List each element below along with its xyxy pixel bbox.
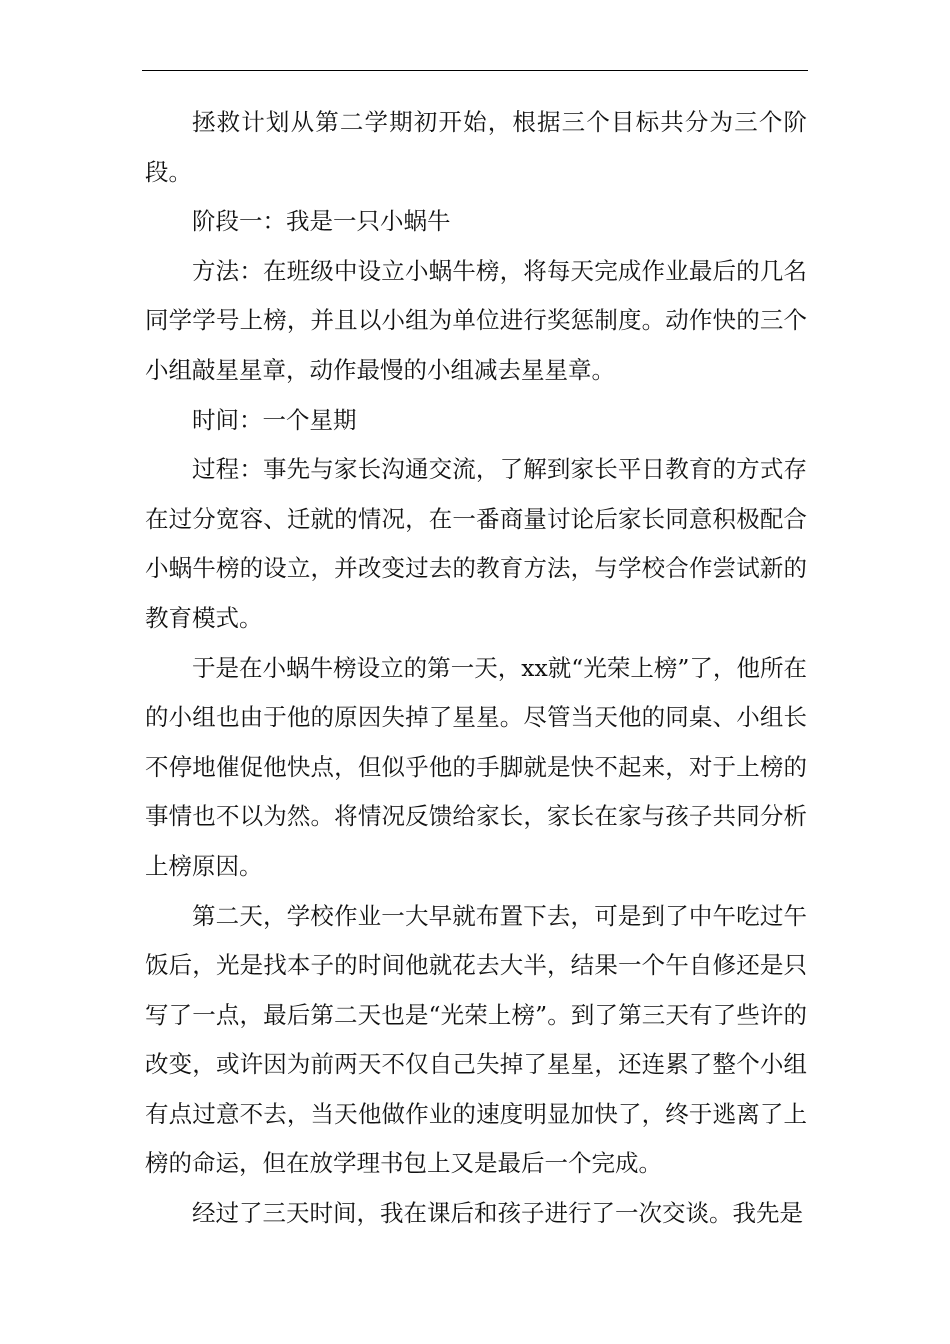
paragraph-duration: 时间：一个星期 [192,405,357,434]
paragraph-method: 方法：在班级中设立小蜗牛榜，将每天完成作业最后的几名同学学号上榜，并且以小组为单位进行奖惩制度。动作快的三个小组敲星星章，动作最慢的小组减去星星章。 [145,256,807,384]
paragraph-first-day: 于是在小蜗牛榜设立的第一天，xx就“光荣上榜”了，他所在的小组也由于他的原因失掉了星星。尽管当天他的同桌、小组长不停地催促他快点，但似乎他的手脚就是快不起来，对于上榜的事情也不以为然。将情况反馈给家长，家长在家与孩子共同分析上榜原因。 [145,653,807,880]
header-rule [142,70,808,71]
paragraph-process: 过程：事先与家长沟通交流，了解到家长平日教育的方式存在过分宽容、迁就的情况，在一番商量讨论后家长同意积极配合小蜗牛榜的设立，并改变过去的教育方法，与学校合作尝试新的教育模式。 [145,455,807,632]
document-body [145,98,807,1239]
paragraph-conversation: 经过了三天时间，我在课后和孩子进行了一次交谈。我先是 [192,1199,803,1228]
paragraph-stage-one-title: 阶段一：我是一只小蜗牛 [192,207,451,236]
paragraph-plan-intro: 拯救计划从第二学期初开始，根据三个目标共分为三个阶段。 [145,108,807,186]
paragraph-second-third-day: 第二天，学校作业一大早就布置下去，可是到了中午吃过午饭后，光是找本子的时间他就花去大半，结果一个午自修还是只写了一点，最后第二天也是“光荣上榜”。到了第三天有了些许的改变，或许因为前两天不仅自己失掉了星星，还连累了整个小组有点过意不去，当天他做作业的速度明显加快了，终于逃离了上榜的命运，但在放学理书包上又是最后一个完成。 [145,901,807,1178]
